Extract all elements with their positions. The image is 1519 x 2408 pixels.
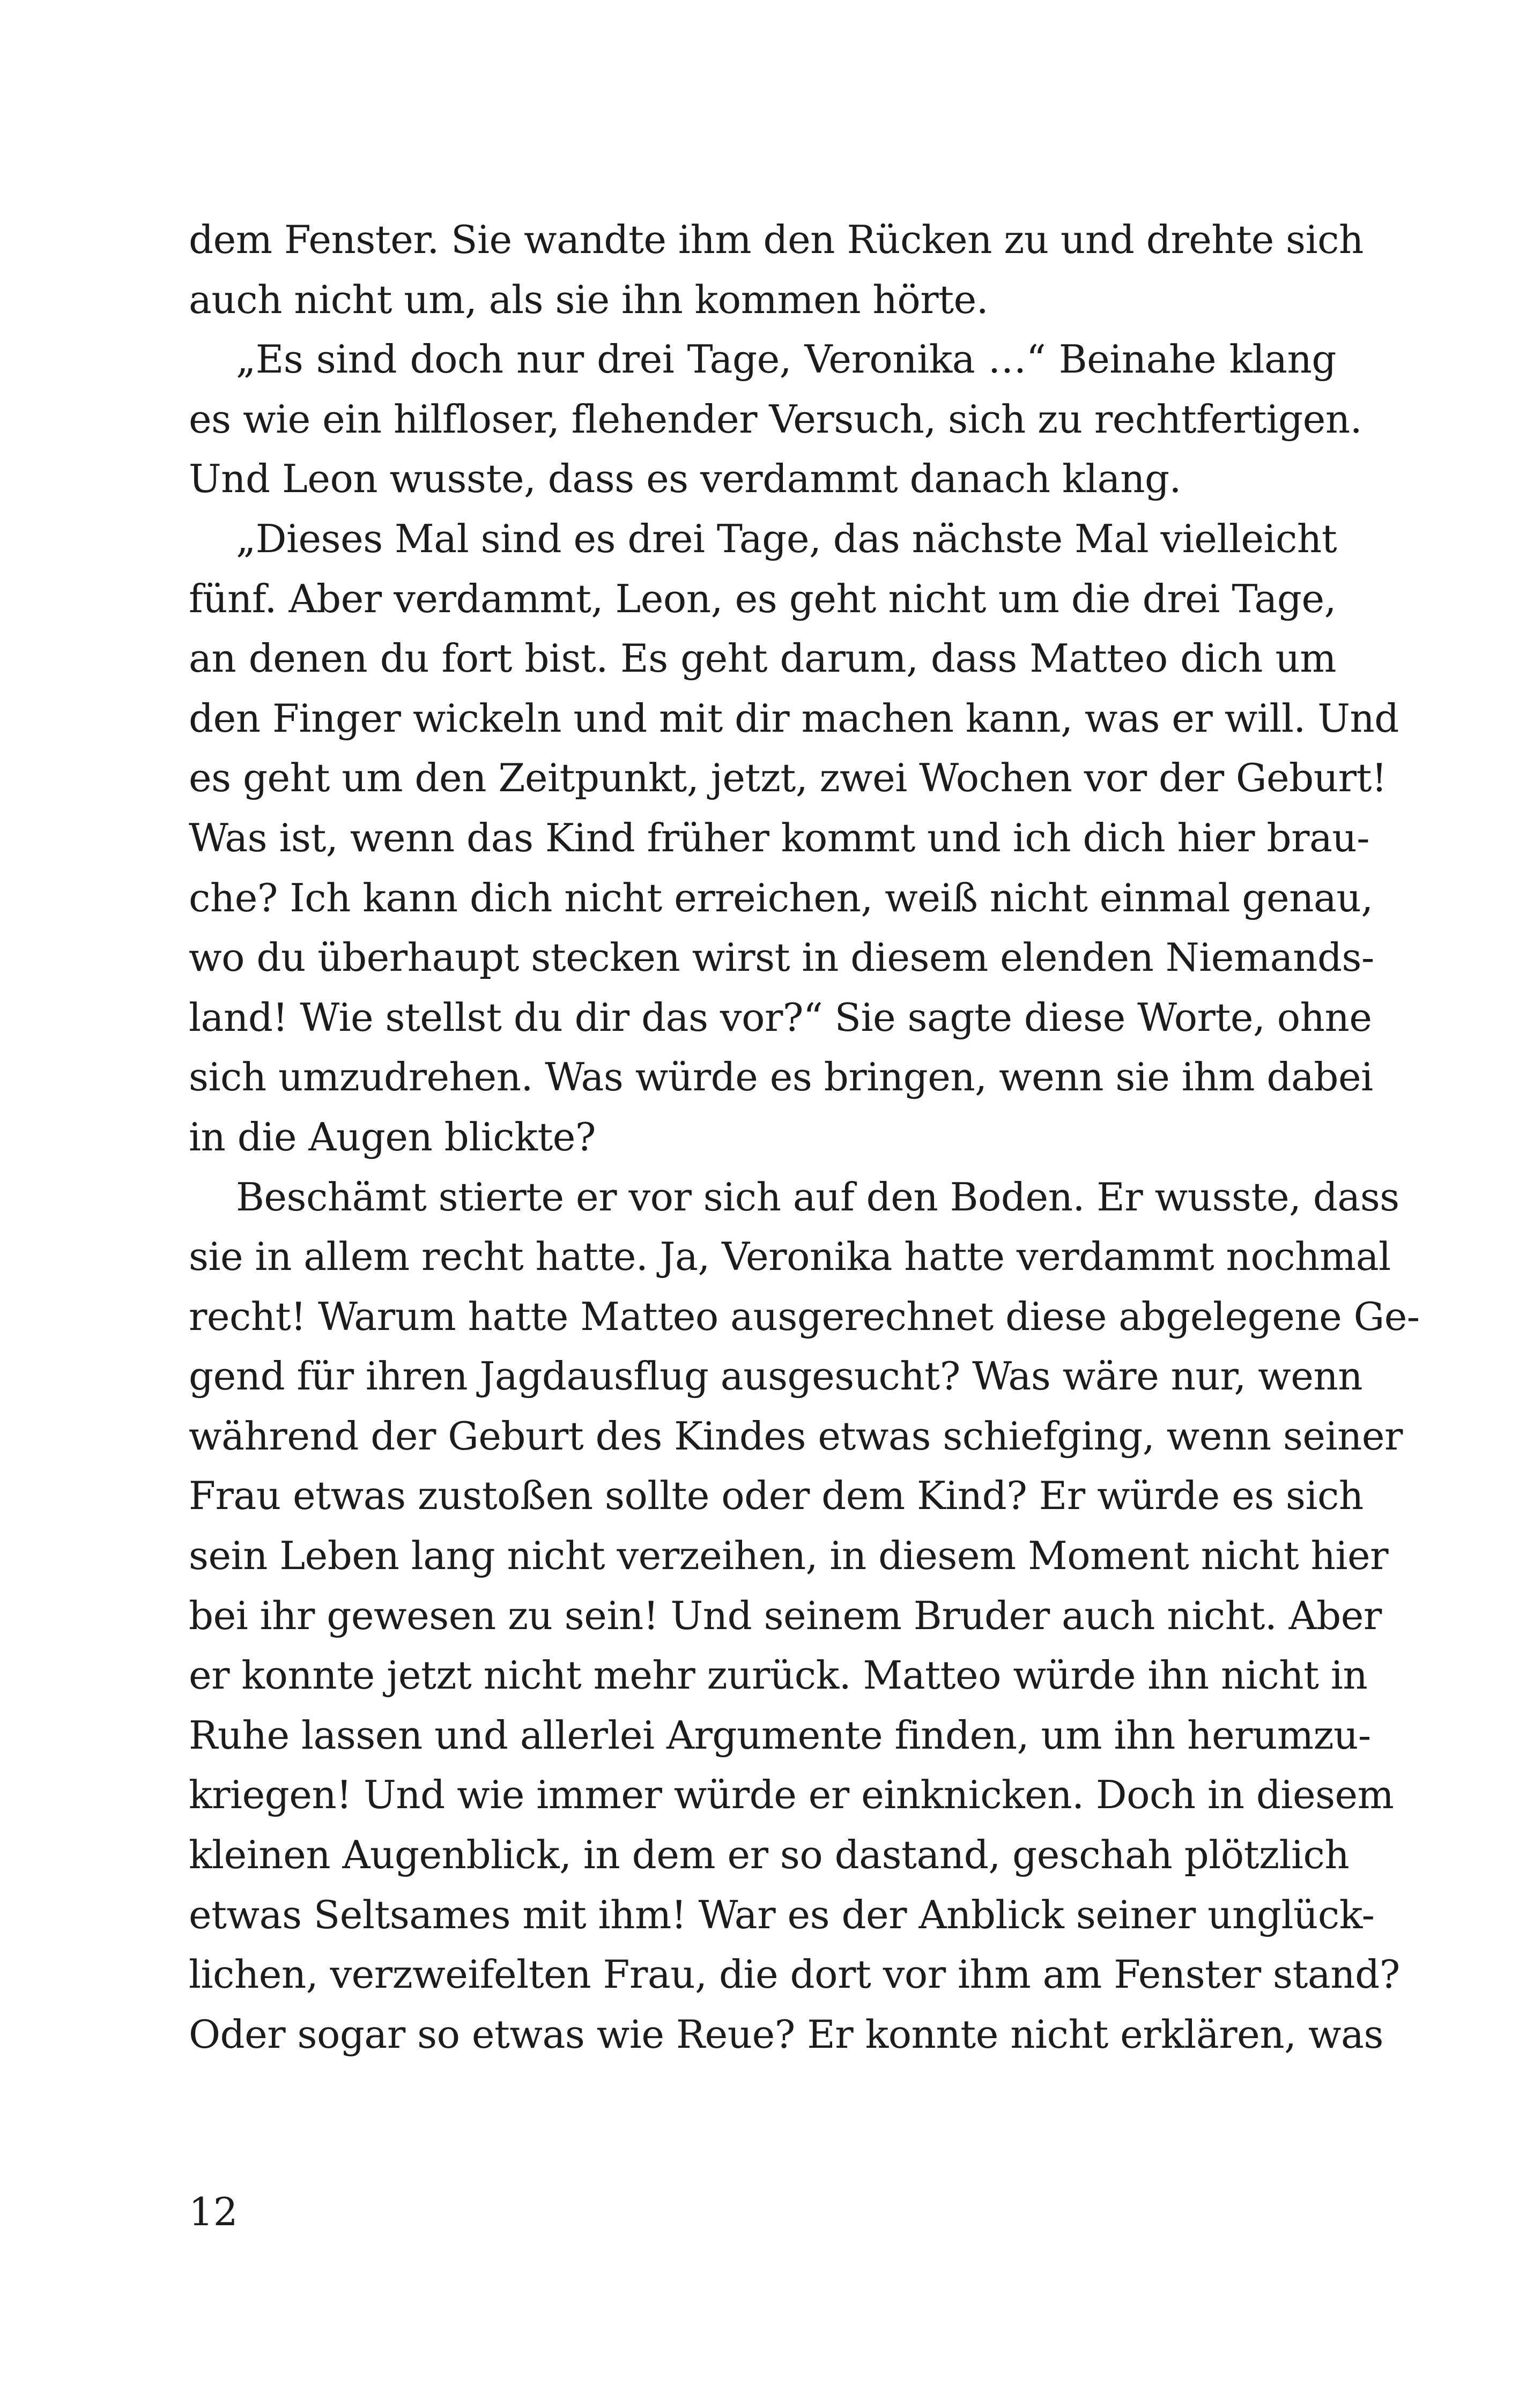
- text-line: gend für ihren Jagdausflug ausgesucht? Was wäre nur, wenn: [189, 1354, 1363, 1399]
- text-line: „Es sind doch nur drei Tage, Veronika …“ Beinahe klang: [236, 337, 1336, 382]
- text-line: Beschämt stierte er vor sich auf den Boden. Er wusste, dass: [236, 1174, 1399, 1220]
- text-line: Oder sogar so etwas wie Reue? Er konnte nicht erklären, was: [189, 2011, 1383, 2057]
- text-line: fünf. Aber verdammt, Leon, es geht nicht um die drei Tage,: [189, 576, 1336, 621]
- text-line: kleinen Augenblick, in dem er so dastand, geschah plötzlich: [189, 1832, 1350, 1878]
- text-line: den Finger wickeln und mit dir machen kann, was er will. Und: [189, 695, 1399, 741]
- text-line: Frau etwas zustoßen sollte oder dem Kind? Er würde es sich: [189, 1473, 1364, 1519]
- text-line: „Dieses Mal sind es drei Tage, das nächste Mal vielleicht: [236, 516, 1337, 561]
- text-line: recht! Warum hatte Matteo ausgerechnet diese abgelegene Ge-: [189, 1294, 1420, 1339]
- text-line: kriegen! Und wie immer würde er einknicken. Doch in diesem: [189, 1772, 1394, 1818]
- text-line: wo du überhaupt stecken wirst in diesem elenden Niemands-: [189, 935, 1374, 980]
- text-line: dem Fenster. Sie wandte ihm den Rücken zu und drehte sich: [189, 217, 1364, 262]
- text-line: che? Ich kann dich nicht erreichen, weiß nicht einmal genau,: [189, 875, 1373, 920]
- text-line: in die Augen blickte?: [189, 1114, 596, 1160]
- body-text: [189, 210, 1420, 2064]
- text-line: lichen, verzweifelten Frau, die dort vor ihm am Fenster stand?: [189, 1952, 1400, 1997]
- text-line: sie in allem recht hatte. Ja, Veronika hatte verdammt nochmal: [189, 1234, 1391, 1280]
- text-line: während der Geburt des Kindes etwas schiefging, wenn seiner: [189, 1413, 1403, 1459]
- text-line: sein Leben lang nicht verzeihen, in diesem Moment nicht hier: [189, 1533, 1389, 1579]
- text-line: bei ihr gewesen zu sein! Und seinem Bruder auch nicht. Aber: [189, 1593, 1382, 1638]
- text-line: auch nicht um, als sie ihn kommen hörte.: [189, 277, 989, 322]
- text-line: etwas Seltsames mit ihm! War es der Anblick seiner unglück-: [189, 1892, 1375, 1937]
- text-line: er konnte jetzt nicht mehr zurück. Matteo würde ihn nicht in: [189, 1653, 1368, 1698]
- text-line: an denen du fort bist. Es geht darum, dass Matteo dich um: [189, 636, 1336, 681]
- page-number: 12: [189, 2189, 238, 2234]
- text-line: Was ist, wenn das Kind früher kommt und ich dich hier brau-: [189, 815, 1370, 860]
- text-line: es geht um den Zeitpunkt, jetzt, zwei Wochen vor der Geburt!: [189, 755, 1387, 801]
- text-line: sich umzudrehen. Was würde es bringen, wenn sie ihm dabei: [189, 1054, 1373, 1100]
- text-line: es wie ein hilfloser, flehender Versuch, sich zu rechtfertigen.: [189, 396, 1362, 442]
- text-line: Und Leon wusste, dass es verdammt danach klang.: [189, 456, 1181, 502]
- text-line: land! Wie stellst du dir das vor?“ Sie sagte diese Worte, ohne: [189, 994, 1372, 1040]
- text-line: Ruhe lassen und allerlei Argumente finden, um ihn herumzu-: [189, 1712, 1371, 1758]
